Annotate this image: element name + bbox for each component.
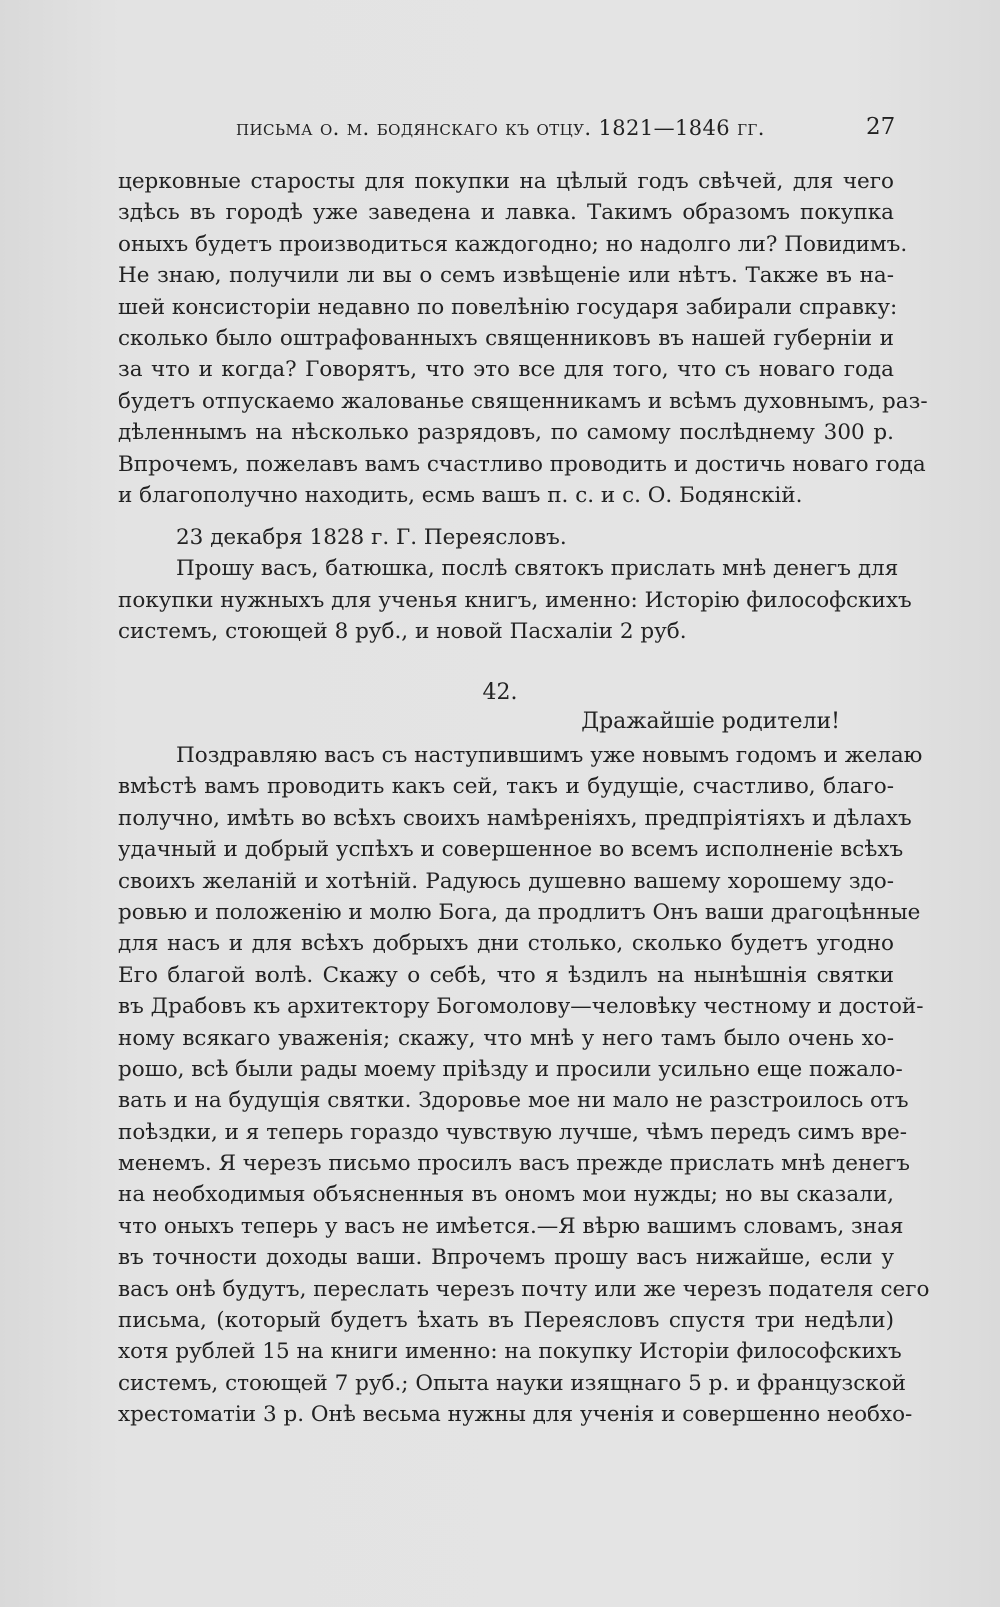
text-line: своихъ желаній и хотѣній. Радуюсь душевно вашему хорошему здо- [118, 868, 894, 894]
paragraph-continued [118, 166, 928, 511]
text-line: вмѣстѣ вамъ проводить какъ сей, такъ и будущіе, счастливо, благо- [118, 774, 894, 800]
text-line: удачный и добрый успѣхъ и совершенное во всемъ исполненіе всѣхъ [118, 837, 904, 863]
text-line: что оныхъ теперь у васъ не имѣется.—Я вѣрю вашимъ словамъ, зная [118, 1213, 904, 1239]
text-line: вать и на будущія святки. Здоровье мое ни мало не разстроилось отъ [118, 1088, 909, 1114]
text-line: оныхъ будетъ производиться каждогодно; но надолго ли? Повидимъ. [118, 231, 908, 257]
running-title-text: письма о. м. бодянскаго къ отцу. 1821—1846 гг. [236, 116, 765, 140]
page-number: 27 [866, 114, 896, 140]
dateline-and-postscript [118, 522, 912, 648]
text-line: Его благой волѣ. Скажу о себѣ, что я ѣздилъ на нынѣшнія святки [118, 962, 894, 988]
text-line: ровью и положенію и молю Бога, да продлитъ Онъ ваши драгоцѣнные [118, 899, 921, 925]
text-line: ному всякаго уваженія; скажу, что мнѣ у него тамъ было очень хо- [118, 1025, 894, 1051]
letter-body [118, 740, 930, 1431]
text-line: Впрочемъ, пожелавъ вамъ счастливо проводить и достичь новаго года [118, 451, 926, 477]
text-line: васъ онѣ будутъ, переслать черезъ почту или же черезъ подателя сего [118, 1276, 930, 1302]
running-title [236, 116, 796, 140]
text-line: въ Драбовъ къ архитектору Богомолову—человѣку честному и достой- [118, 994, 924, 1020]
text-line: Прошу васъ, батюшка, послѣ святокъ прислать мнѣ денегъ для [176, 556, 899, 582]
text-line: рошо, всѣ были рады моему пріѣзду и просили усильно еще пожало- [118, 1056, 903, 1082]
text-line: и благополучно находить, есмь вашъ п. с. и с. О. Бодянскій. [118, 482, 803, 508]
text-line: здѣсь въ городѣ уже заведена и лавка. Такимъ образомъ покупка [118, 200, 894, 226]
text-line: системъ, стоющей 8 руб., и новой Пасхаліи 2 руб. [118, 619, 687, 645]
text-line: въ точности доходы ваши. Впрочемъ прошу васъ нижайше, если у [118, 1245, 894, 1271]
salutation: Дражайшіе родители! [581, 709, 840, 734]
text-line: церковные старосты для покупки на цѣлый годъ свѣчей, для чего [118, 169, 894, 194]
text-line: шей консисторіи недавно по повелѣнію государя забирали справку: [118, 294, 898, 320]
text-line: хотя рублей 15 на книги именно: на покупку Исторіи философскихъ [118, 1339, 902, 1365]
dateline: 23 декабря 1828 г. Г. Переясловъ. [176, 525, 567, 550]
text-line: поѣздки, и я теперь гораздо чувствую лучше, чѣмъ передъ симъ вре- [118, 1119, 907, 1145]
text-line: получно, имѣть во всѣхъ своихъ намѣреніяхъ, предпріятіяхъ и дѣлахъ [118, 805, 912, 831]
text-line: для насъ и для всѣхъ добрыхъ дни столько, сколько будетъ угодно [118, 931, 894, 957]
text-line: покупки нужныхъ для ученья книгъ, именно: Исторію философскихъ [118, 587, 912, 613]
text-line: будетъ отпускаемо жалованье священникамъ и всѣмъ духовнымъ, раз- [118, 388, 928, 414]
text-line: хрестоматіи 3 р. Онѣ весьма нужны для ученія и совершенно необхо- [118, 1402, 913, 1428]
text-line: на необходимыя объясненныя въ ономъ мои нужды; но вы сказали, [118, 1182, 894, 1208]
text-line: Поздравляю васъ съ наступившимъ уже новымъ годомъ и желаю [176, 743, 923, 768]
text-line: дѣленнымъ на нѣсколько разрядовъ, по самому послѣднему 300 р. [118, 420, 894, 446]
text-line: системъ, стоющей 7 руб.; Опыта науки изящнаго 5 р. и французской [118, 1370, 906, 1396]
text-line: менемъ. Я черезъ письмо просилъ васъ прежде прислать мнѣ денегъ [118, 1151, 910, 1177]
text-line: за что и когда? Говорятъ, что это все для того, что съ новаго года [118, 357, 894, 383]
letter-number: 42. [482, 680, 518, 705]
text-line: Не знаю, получили ли вы о семъ извѣщеніе или нѣтъ. Также въ на- [118, 263, 894, 289]
text-line: письма, (который будетъ ѣхать въ Переясловъ спустя три недѣли) [118, 1308, 894, 1334]
text-line: сколько было оштрафованныхъ священниковъ въ нашей губерніи и [118, 325, 894, 351]
